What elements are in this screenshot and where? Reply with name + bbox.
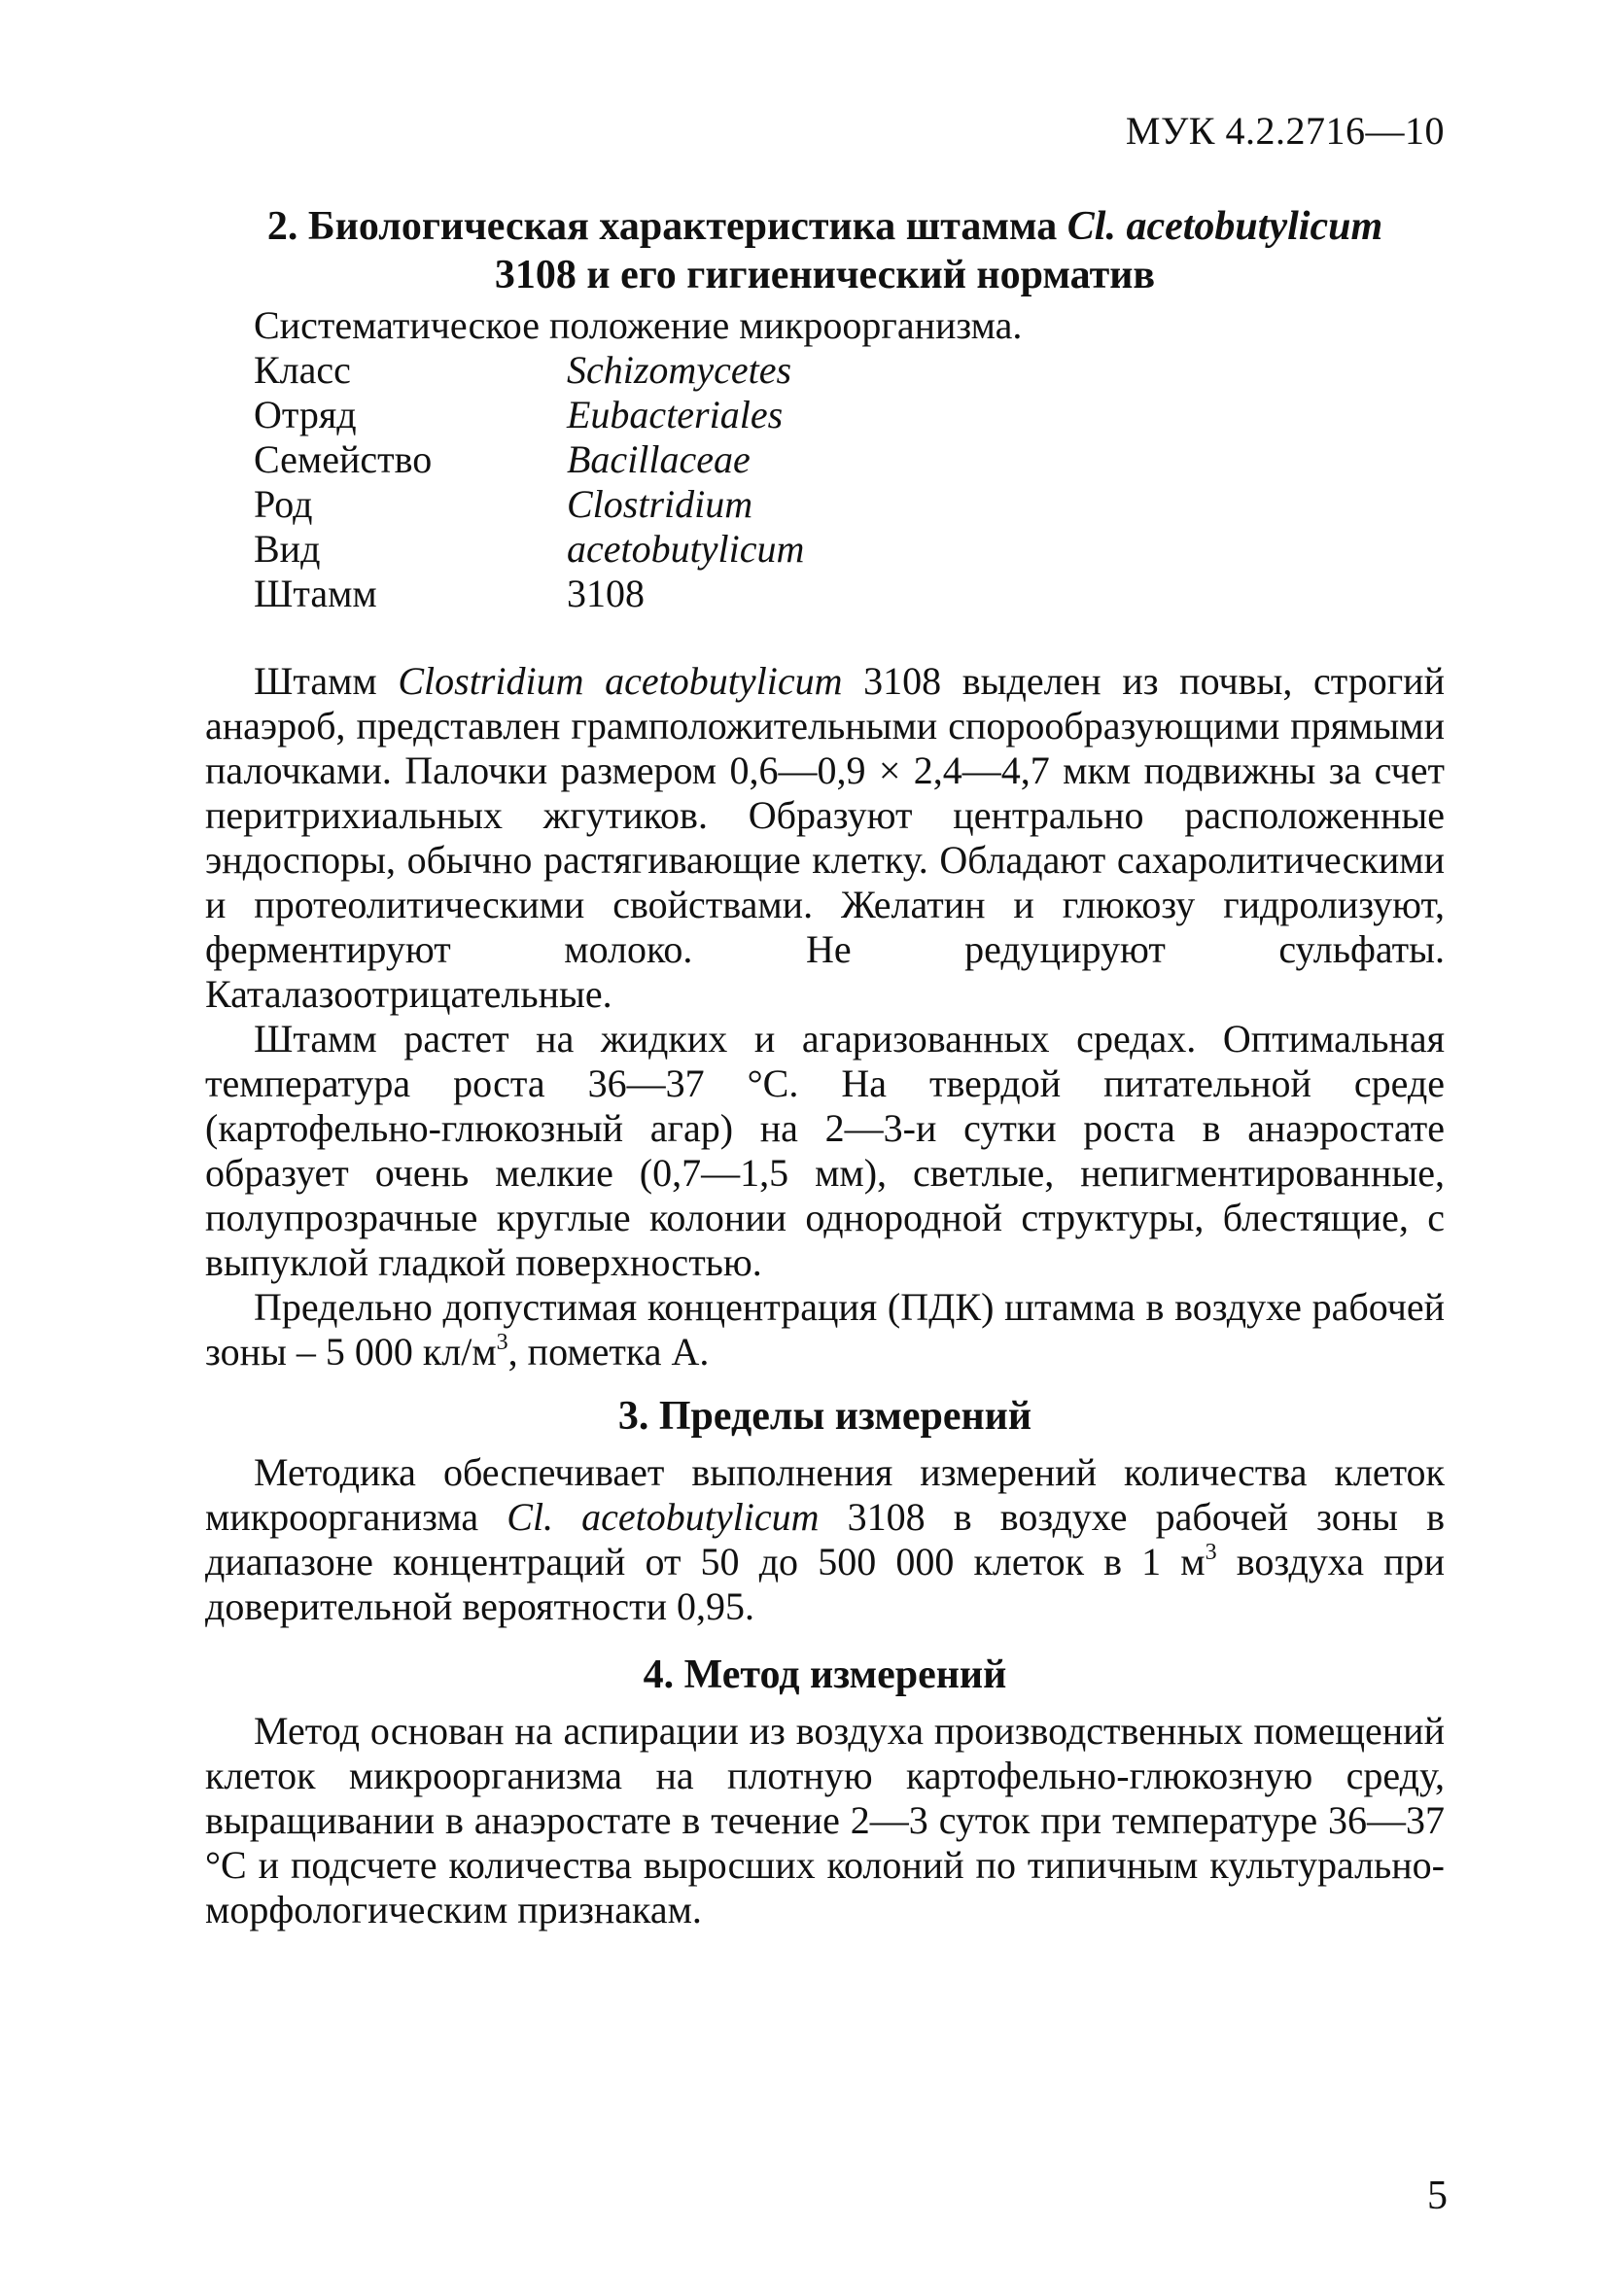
- paragraph-text: 3108 выделен из почвы, строгий анаэроб, представлен грамположительными спорообразующими прямыми палочками. Палочки размером 0,6—0,9 × 2,4—4,7 мкм подвижны за счет перитрихиальных жгутиков. Образуют центрально расположенные эндоспоры, обычно растягивающие клетку. Обладают сахаролитическими и протеолитическими свойствами. Желатин и глюкозу гидролизуют, ферментируют молоко. Не редуцируют сульфаты. Каталазоотрицательные.: [205, 659, 1445, 1016]
- section-4-title: 4. Метод измерений: [643, 1652, 1007, 1697]
- growth-conditions-paragraph: Штамм растет на жидких и агаризованных средах. Оптимальная температура роста 36—37 °С. На твердой питательной среде (картофельно-глюкозный агар) на 2—3-и сутки роста в анаэростате образует очень мелкие (0,7—1,5 мм), светлые, непигментированные, полупрозрачные круглые колонии однородной структуры, блестящие, с выпуклой гладкой поверхностью.: [205, 1017, 1445, 1284]
- taxonomy-value: Eubacteriales: [567, 393, 784, 436]
- taxonomy-row: [254, 527, 1445, 572]
- paragraph-text: , пометка А.: [507, 1330, 710, 1374]
- paragraph-text: Штамм: [254, 659, 399, 703]
- species-name: Cl. acetobutylicum: [507, 1495, 820, 1539]
- taxonomy-row: [254, 348, 1445, 393]
- taxonomy-row: [254, 482, 1445, 527]
- taxonomy-value: acetobutylicum: [567, 527, 805, 571]
- taxonomy-intro: Систематическое положение микроорганизма.: [254, 303, 1023, 347]
- taxonomy-row: [254, 393, 1445, 437]
- taxonomy-rank: Вид: [254, 527, 321, 571]
- paragraph-text: Предельно допустимая концентрация (ПДК) штамма в воздухе рабочей зоны – 5 000 кл/м: [205, 1285, 1445, 1374]
- section-3-title: 3. Пределы измерений: [617, 1394, 1032, 1439]
- taxonomy-rank: Род: [254, 482, 313, 526]
- page-number: 5: [1427, 2174, 1448, 2218]
- taxonomy-table: [205, 348, 1445, 616]
- method-paragraph: Метод основан на аспирации из воздуха производственных помещений клеток микроорганизма на плотную картофельно-глюкозную среду, выращивании в анаэростате в течение 2—3 суток при температуре 36—37 °С и подсчете количества выросших колоний по типичным культурально-морфологическим признакам.: [205, 1709, 1445, 1931]
- paragraph-text: Методика обеспечивает выполнения измерений количества клеток микроорганизма: [205, 1450, 1445, 1539]
- taxonomy-rank: Штамм: [254, 572, 377, 615]
- section-2-title-suffix: 3108 и его гигиенический норматив: [494, 253, 1156, 297]
- taxonomy-rank: Отряд: [254, 393, 357, 436]
- taxonomy-value: Bacillaceae: [567, 437, 751, 481]
- taxonomy-rank: Семейство: [254, 437, 433, 481]
- document-code: МУК 4.2.2716—10: [1125, 109, 1445, 153]
- section-2-title: [205, 202, 1445, 299]
- strain-description-paragraph: [205, 659, 1445, 1017]
- spacer: [205, 616, 1445, 659]
- paragraph-text: 3108 в воздухе рабочей зоны в диапазоне концентраций от 50 до 500 000 клеток в 1 м: [205, 1495, 1445, 1583]
- page-content: [205, 202, 1445, 1932]
- superscript: 3: [496, 1330, 508, 1355]
- taxonomy-row: [254, 437, 1445, 482]
- section-2-title-species: Cl. acetobutylicum: [1066, 204, 1383, 249]
- taxonomy-value: Schizomycetes: [567, 348, 792, 392]
- measurement-limits-paragraph: [205, 1450, 1445, 1629]
- taxonomy-value: Clostridium: [567, 482, 753, 526]
- section-2-title-prefix: 2. Биологическая характеристика штамма: [266, 204, 1067, 249]
- taxonomy-rank: Класс: [254, 348, 351, 392]
- species-name: Clostridium acetobutylicum: [398, 659, 843, 703]
- superscript: 3: [1205, 1540, 1217, 1565]
- taxonomy-row: [254, 572, 1445, 616]
- paragraph-text: воздуха при доверительной вероятности 0,95.: [205, 1540, 1445, 1628]
- taxonomy-value: 3108: [567, 572, 645, 615]
- mac-paragraph: [205, 1285, 1445, 1374]
